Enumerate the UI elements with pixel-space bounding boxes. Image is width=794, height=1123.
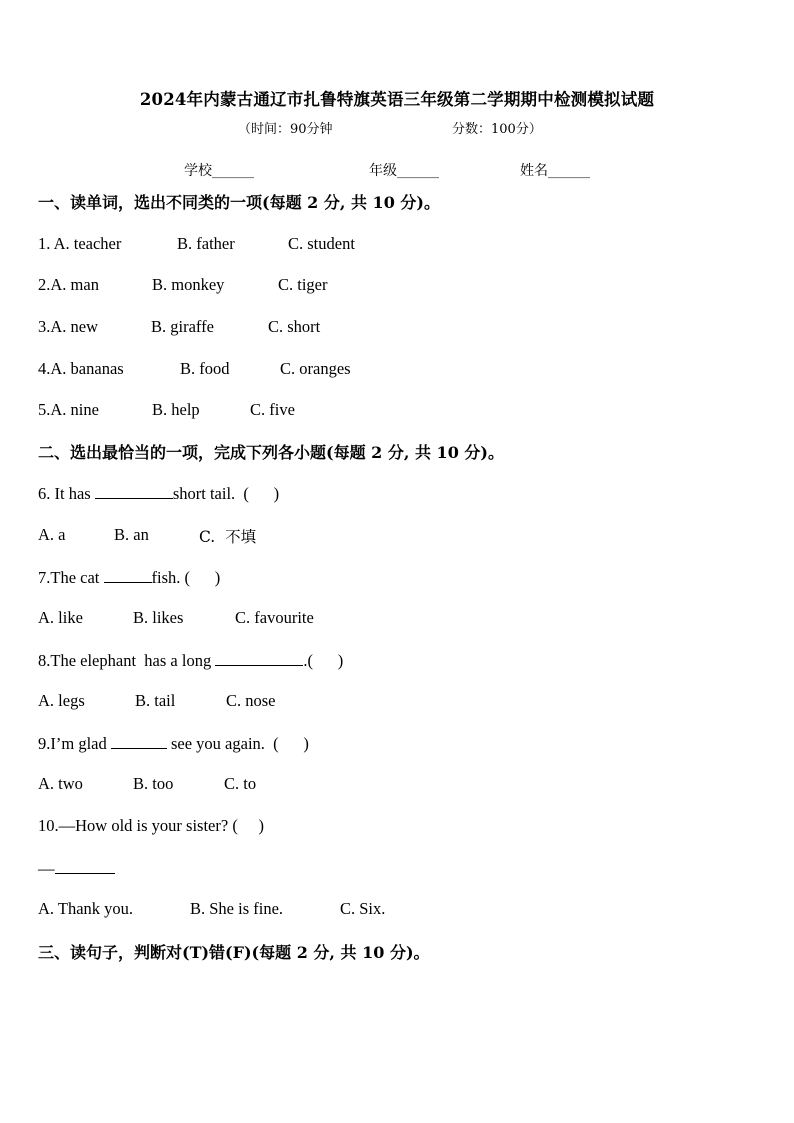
section-3-heading: 三、读句子，判断对(T)错(F)(每题 2 分, 共 10 分)。 — [38, 943, 430, 962]
q8-blank[interactable] — [215, 650, 303, 666]
q6-option-c: C. 不填 — [199, 528, 257, 546]
q4-option-a: 4.A. bananas — [38, 359, 124, 378]
q2-option-b: B. monkey — [152, 275, 225, 294]
q1-option-a: 1. A. teacher — [38, 234, 122, 253]
q8-stem — [38, 650, 343, 671]
q9-stem — [38, 733, 309, 754]
q5-option-c: C. five — [250, 400, 295, 419]
q1-option-b: B. father — [177, 234, 235, 253]
q7-stem-end: fish. ( ) — [151, 568, 221, 587]
q2-option-a: 2.A. man — [38, 275, 99, 294]
section-2-heading: 二、选出最恰当的一项，完成下列各小题(每题 2 分, 共 10 分)。 — [38, 443, 504, 462]
school-field: 学校______ — [184, 163, 254, 179]
q5-option-b: B. help — [152, 400, 200, 419]
q10-option-a: A. Thank you. — [38, 899, 134, 918]
q4-option-c: C. oranges — [280, 359, 351, 378]
q8-stem-end: .( ) — [303, 651, 344, 670]
q3-option-c: C. short — [268, 317, 321, 336]
q10-option-b: B. She is fine. — [190, 899, 284, 918]
q8-option-b: B. tail — [135, 691, 176, 710]
q5-option-a: 5.A. nine — [38, 400, 99, 419]
q9-blank[interactable] — [111, 733, 167, 749]
q1-option-c: C. student — [288, 234, 355, 253]
q3-option-a: 3.A. new — [38, 317, 99, 336]
q10-blank[interactable] — [55, 858, 115, 874]
q8-stem-start: 8.The elephant has a long — [38, 651, 216, 670]
exam-score: 分数：100分） — [452, 122, 542, 137]
q7-stem — [38, 567, 220, 588]
q7-option-b: B. likes — [133, 608, 184, 627]
q9-option-c: C. to — [224, 774, 257, 793]
q4-option-b: B. food — [180, 359, 230, 378]
q9-stem-end: see you again. ( ) — [166, 734, 309, 753]
q8-option-c: C. nose — [226, 691, 276, 710]
q10-answer-line — [38, 858, 115, 879]
q9-stem-start: 9.I’m glad — [38, 734, 111, 753]
section-1-heading: 一、读单词，选出不同类的一项(每题 2 分, 共 10 分)。 — [38, 193, 440, 212]
q7-blank[interactable] — [104, 567, 152, 583]
q6-blank[interactable] — [95, 483, 173, 499]
q6-option-b: B. an — [114, 525, 149, 544]
q7-option-a: A. like — [38, 608, 83, 627]
q10-option-c: C. Six. — [340, 899, 386, 918]
grade-field: 年级______ — [369, 163, 439, 179]
q6-stem-end: short tail. ( ) — [172, 484, 280, 503]
q9-option-b: B. too — [133, 774, 174, 793]
page-title: 2024年内蒙古通辽市扎鲁特旗英语三年级第二学期期中检测模拟试题 — [139, 90, 655, 109]
q10-dash: — — [38, 859, 55, 878]
q8-option-a: A. legs — [38, 691, 85, 710]
q10-stem: 10.—How old is your sister? ( ) — [38, 816, 264, 835]
name-field: 姓名______ — [520, 163, 590, 179]
q7-option-c: C. favourite — [235, 608, 314, 627]
q6-stem-start: 6. It has — [38, 484, 95, 503]
q6-stem — [38, 483, 279, 504]
q6-option-a: A. a — [38, 525, 66, 544]
exam-time: （时间：90分钟 — [238, 122, 333, 137]
q2-option-c: C. tiger — [278, 275, 328, 294]
q3-option-b: B. giraffe — [151, 317, 214, 336]
q9-option-a: A. two — [38, 774, 83, 793]
q7-stem-start: 7.The cat — [38, 568, 104, 587]
